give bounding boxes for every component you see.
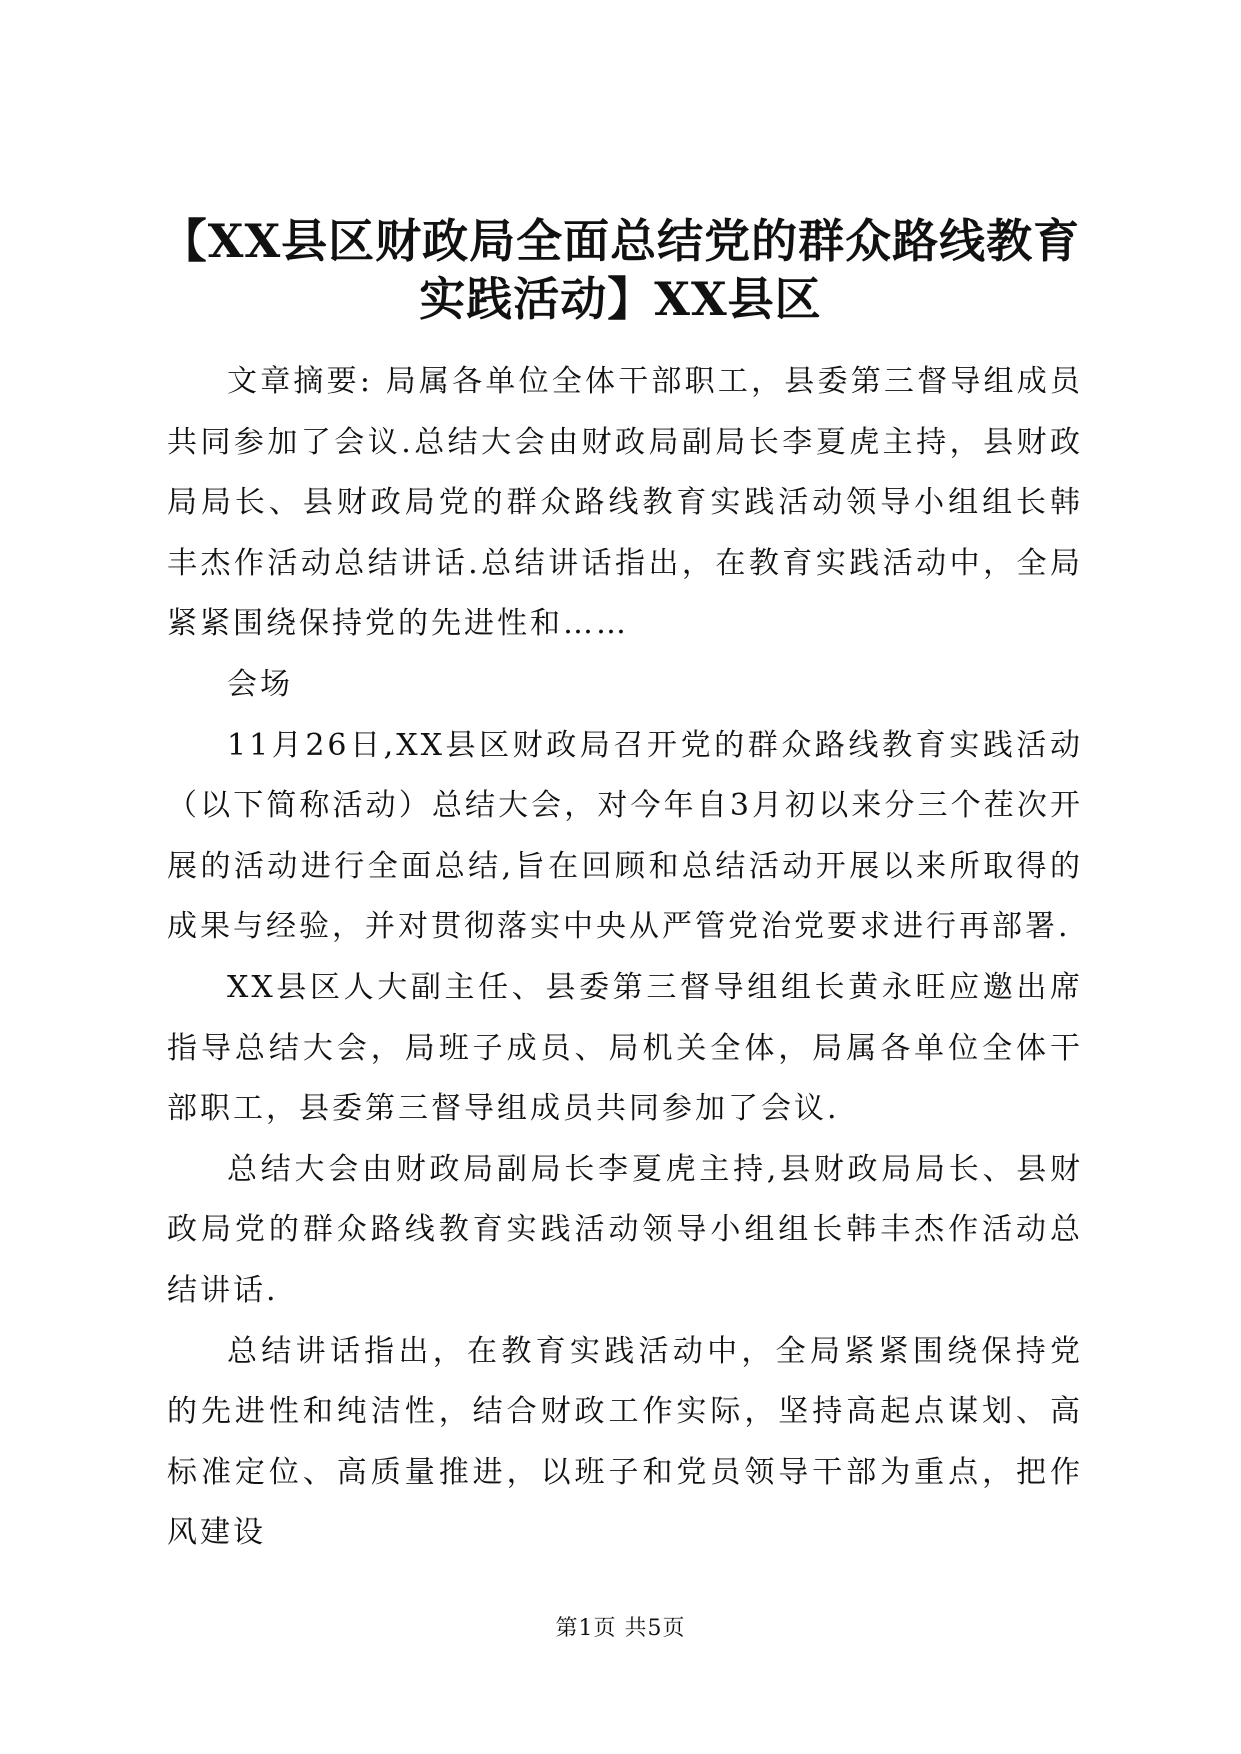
body-paragraph: 总结讲话指出，在教育实践活动中，全局紧紧围绕保持党的先进性和纯洁性，结合财政工作实际，坚持高起点谋划、高标准定位、高质量推进，以班子和党员领导干部为重点，把作风建设 [167, 1333, 1083, 1551]
document-body [167, 352, 1083, 1564]
body-paragraph: 11月26日,XX县区财政局召开党的群众路线教育实践活动（以下简称活动）总结大会，对今年自3月初以来分三个茬次开展的活动进行全面总结,旨在回顾和总结活动开展以来所取得的成果与经验，并对贯彻落实中央从严管党治党要求进行再部署. [167, 727, 1083, 945]
body-paragraph: 总结大会由财政局副局长李夏虎主持,县财政局局长、县财政局党的群众路线教育实践活动领导小组组长韩丰杰作活动总结讲话. [167, 1151, 1083, 1308]
page-number-footer: 第1页 共5页 [555, 1616, 686, 1641]
body-paragraph: XX县区人大副主任、县委第三督导组组长黄永旺应邀出席指导总结大会，局班子成员、局机关全体，局属各单位全体干部职工，县委第三督导组成员共同参加了会议. [167, 969, 1083, 1127]
abstract-paragraph: 文章摘要: 局属各单位全体干部职工，县委第三督导组成员共同参加了会议.总结大会由财政局副局长李夏虎主持，县财政局局长、县财政局党的群众路线教育实践活动领导小组组长韩丰杰作活动总结讲话.总结讲话指出，在教育实践活动中，全局紧紧围绕保持党的先进性和…… [167, 364, 1083, 642]
caption-paragraph: 会场 [227, 666, 293, 702]
document-title: 【XX县区财政局全面总结党的群众路线教育实践活动】XX县区 [160, 214, 1081, 326]
